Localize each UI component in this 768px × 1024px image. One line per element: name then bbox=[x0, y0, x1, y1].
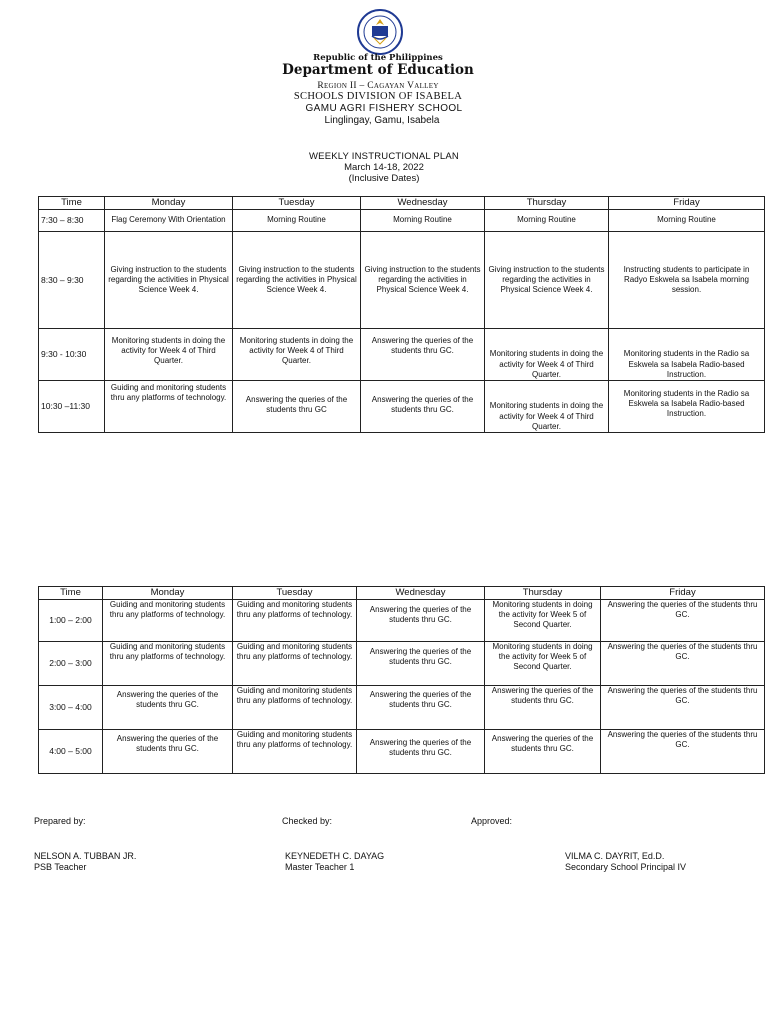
table-cell: Giving instruction to the students regarding the activities in Physical Science Week 4. bbox=[233, 232, 361, 329]
header-republic: Republic of the Philippines bbox=[313, 53, 443, 63]
header-region: Region II – Cagayan Valley bbox=[317, 81, 439, 91]
column-header: Monday bbox=[105, 197, 233, 210]
table-cell: Answering the queries of the students thru GC. bbox=[357, 642, 485, 686]
preparer-signature bbox=[34, 851, 136, 874]
table-cell: Guiding and monitoring students thru any platforms of technology. bbox=[105, 381, 233, 433]
column-header: Wednesday bbox=[361, 197, 485, 210]
checker-signature bbox=[285, 851, 384, 874]
table-cell: Answering the queries of the students thru GC. bbox=[361, 381, 485, 433]
header-address: Linglingay, Gamu, Isabela bbox=[324, 115, 440, 126]
time-cell: 8:30 – 9:30 bbox=[39, 232, 105, 329]
table-cell: Giving instruction to the students regarding the activities in Physical Science Week 4. bbox=[361, 232, 485, 329]
table-header-row bbox=[39, 197, 765, 210]
table-cell: Answering the queries of the students thru GC. bbox=[485, 730, 601, 774]
table-row bbox=[39, 642, 765, 686]
preparer-role: PSB Teacher bbox=[34, 862, 87, 873]
table-row bbox=[39, 600, 765, 642]
table-cell: Monitoring students in doing the activity for Week 4 of Third Quarter. bbox=[233, 329, 361, 381]
checker-name: KEYNEDETH C. DAYAG bbox=[285, 851, 385, 861]
table-cell: Monitoring students in doing the activity for Week 4 of Third Quarter. bbox=[105, 329, 233, 381]
table-cell: Answering the queries of the students thru GC. bbox=[357, 600, 485, 642]
time-cell: 1:00 – 2:00 bbox=[39, 600, 103, 642]
column-header: Tuesday bbox=[233, 197, 361, 210]
table-row bbox=[39, 210, 765, 232]
plan-dates: March 14-18, 2022 bbox=[344, 162, 424, 173]
afternoon-schedule-table bbox=[38, 586, 765, 774]
table-cell: Guiding and monitoring students thru any platforms of technology. bbox=[233, 600, 357, 642]
table-cell: Monitoring students in doing the activity for Week 4 of Third Quarter. bbox=[485, 329, 609, 381]
table-row bbox=[39, 232, 765, 329]
plan-title: WEEKLY INSTRUCTIONAL PLAN bbox=[309, 151, 459, 162]
table-cell: Instructing students to participate in Radyo Eskwela sa Isabela morning session. bbox=[609, 232, 765, 329]
table-cell: Guiding and monitoring students thru any platforms of technology. bbox=[103, 600, 233, 642]
table-cell: Morning Routine bbox=[233, 210, 361, 232]
table-cell: Answering the queries of the students thru GC. bbox=[357, 686, 485, 730]
header-department: Department of Education bbox=[282, 62, 474, 78]
table-cell: Answering the queries of the students thru GC. bbox=[601, 686, 765, 730]
table-cell: Answering the queries of the students thru GC. bbox=[357, 730, 485, 774]
table-row bbox=[39, 381, 765, 433]
table-cell: Answering the queries of the students thru GC bbox=[233, 381, 361, 433]
checker-role: Master Teacher 1 bbox=[285, 862, 355, 873]
table-cell: Answering the queries of the students thru GC. bbox=[103, 686, 233, 730]
table-cell: Monitoring students in doing the activity for Week 4 of Third Quarter. bbox=[485, 381, 609, 433]
time-cell: 4:00 – 5:00 bbox=[39, 730, 103, 774]
seal-emblem-icon bbox=[350, 8, 410, 56]
plan-inclusive-label: (Inclusive Dates) bbox=[348, 173, 420, 184]
table-cell: Guiding and monitoring students thru any platforms of technology. bbox=[103, 642, 233, 686]
time-cell: 2:00 – 3:00 bbox=[39, 642, 103, 686]
table-cell: Monitoring students in doing the activity for Week 5 of Second Quarter. bbox=[485, 642, 601, 686]
approver-role: Secondary School Principal IV bbox=[565, 862, 687, 873]
column-header: Friday bbox=[609, 197, 765, 210]
column-header: Wednesday bbox=[357, 587, 485, 600]
table-cell: Answering the queries of the students thru GC. bbox=[361, 329, 485, 381]
table-cell: Monitoring students in doing the activity for Week 5 of Second Quarter. bbox=[485, 600, 601, 642]
table-cell: Flag Ceremony With Orientation bbox=[105, 210, 233, 232]
preparer-name: NELSON A. TUBBAN JR. bbox=[34, 851, 137, 861]
table-cell: Answering the queries of the students thru GC. bbox=[103, 730, 233, 774]
column-header: Thursday bbox=[485, 197, 609, 210]
column-header: Time bbox=[39, 587, 103, 600]
time-cell: 7:30 – 8:30 bbox=[39, 210, 105, 232]
table-row bbox=[39, 329, 765, 381]
table-cell: Morning Routine bbox=[361, 210, 485, 232]
column-header: Tuesday bbox=[233, 587, 357, 600]
table-cell: Answering the queries of the students thru GC. bbox=[601, 600, 765, 642]
column-header: Friday bbox=[601, 587, 765, 600]
table-cell: Giving instruction to the students regarding the activities in Physical Science Week 4. bbox=[105, 232, 233, 329]
column-header: Time bbox=[39, 197, 105, 210]
table-cell: Answering the queries of the students thru GC. bbox=[601, 730, 765, 774]
approver-signature bbox=[565, 851, 686, 874]
deped-seal bbox=[350, 8, 410, 56]
column-header: Thursday bbox=[485, 587, 601, 600]
time-cell: 9:30 - 10:30 bbox=[39, 329, 105, 381]
table-cell: Guiding and monitoring students thru any platforms of technology. bbox=[233, 686, 357, 730]
table-cell: Guiding and monitoring students thru any platforms of technology. bbox=[233, 642, 357, 686]
morning-schedule-table bbox=[38, 196, 765, 433]
table-cell: Morning Routine bbox=[609, 210, 765, 232]
table-cell: Monitoring students in the Radio sa Eskwela sa Isabela Radio-based Instruction. bbox=[609, 381, 765, 433]
approver-name: VILMA C. DAYRIT, Ed.D. bbox=[565, 851, 665, 861]
table-header-row bbox=[39, 587, 765, 600]
column-header: Monday bbox=[103, 587, 233, 600]
table-cell: Guiding and monitoring students thru any platforms of technology. bbox=[233, 730, 357, 774]
header-school: GAMU AGRI FISHERY SCHOOL bbox=[305, 103, 463, 114]
approved-label: Approved: bbox=[471, 816, 513, 826]
table-cell: Morning Routine bbox=[485, 210, 609, 232]
time-cell: 3:00 – 4:00 bbox=[39, 686, 103, 730]
table-row bbox=[39, 730, 765, 774]
table-cell: Answering the queries of the students thru GC. bbox=[485, 686, 601, 730]
prepared-by-label: Prepared by: bbox=[34, 816, 86, 826]
table-cell: Giving instruction to the students regarding the activities in Physical Science Week 4. bbox=[485, 232, 609, 329]
checked-by-label: Checked by: bbox=[282, 816, 333, 826]
time-cell: 10:30 –11:30 bbox=[39, 381, 105, 433]
table-cell: Answering the queries of the students thru GC. bbox=[601, 642, 765, 686]
header-division: SCHOOLS DIVISION OF ISABELA bbox=[293, 91, 463, 102]
table-cell: Monitoring students in the Radio sa Eskwela sa Isabela Radio-based Instruction. bbox=[609, 329, 765, 381]
table-row bbox=[39, 686, 765, 730]
